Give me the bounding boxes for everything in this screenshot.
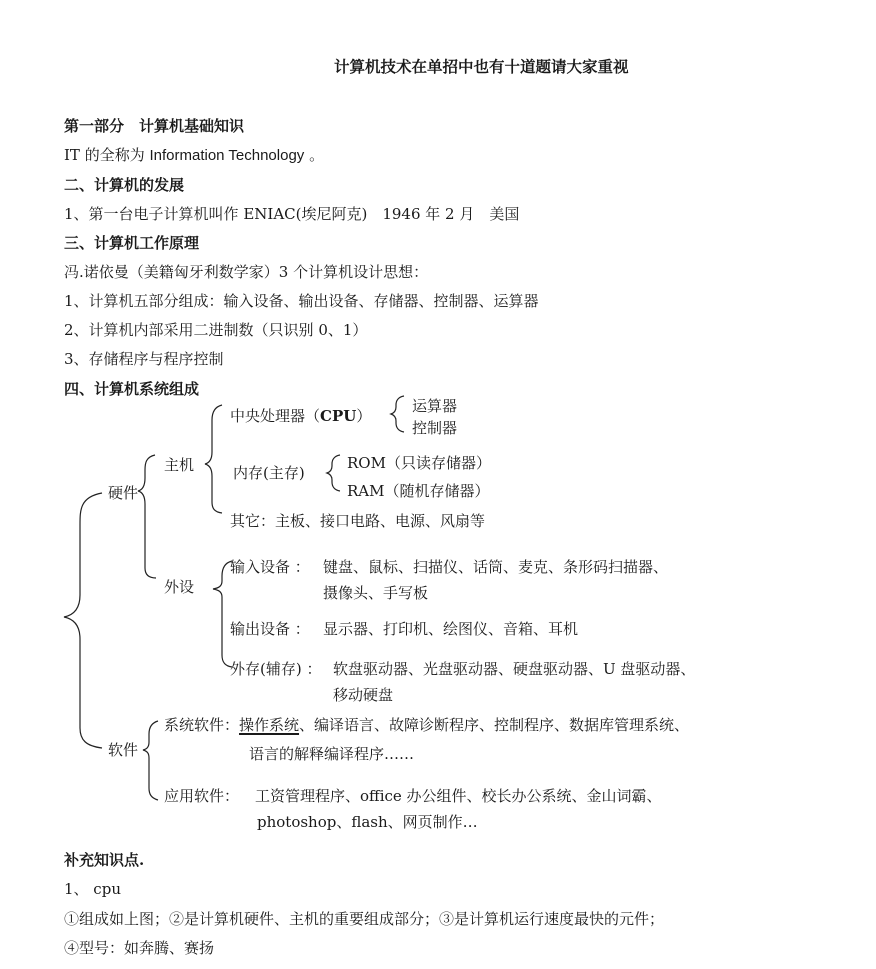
operating-system-term: 操作系统 bbox=[239, 716, 300, 734]
supplement-item1-title: 1、 cpu bbox=[64, 880, 121, 898]
input-devices-label: 输入设备 ： bbox=[230, 558, 310, 576]
supplement-heading: 补充知识点. bbox=[64, 851, 145, 869]
cpu-bold: CPU bbox=[320, 407, 357, 425]
cpu-suffix: ） bbox=[356, 407, 372, 425]
alu-label: 运算器 bbox=[412, 397, 458, 415]
software-brace bbox=[143, 721, 158, 800]
other-components: 其它：主板、接口电路、电源、风扇等 bbox=[230, 512, 486, 530]
supplement-item1-points: ①组成如上图；②是计算机硬件、主机的重要组成部分；③是计算机运行速度最快的元件； bbox=[64, 910, 665, 928]
system-software-line bbox=[164, 716, 689, 734]
host-label: 主机 bbox=[164, 456, 195, 474]
section2-heading: 二、计算机的发展 bbox=[64, 176, 185, 194]
memory-brace bbox=[327, 455, 340, 491]
software-label: 软件 bbox=[108, 741, 139, 759]
it-definition-line bbox=[64, 146, 324, 165]
rom-label: ROM（只读存储器） bbox=[347, 454, 491, 472]
cpu-brace bbox=[391, 396, 404, 432]
page-title: 计算机技术在单招中也有十道题请大家重视 bbox=[334, 57, 629, 76]
external-storage-label: 外存(辅存) ： bbox=[230, 660, 322, 678]
ram-label: RAM（随机存储器） bbox=[347, 482, 490, 500]
application-software-line1: 工资管理程序、office 办公组件、校长办公系统、金山词霸、 bbox=[255, 787, 662, 805]
outer-brace bbox=[64, 493, 102, 748]
section2-line: 1、第一台电子计算机叫作 ENIAC(埃尼阿克) 1946 年 2 月 美国 bbox=[64, 205, 520, 223]
supplement-item1-model: ④型号：如奔腾、赛扬 bbox=[64, 939, 215, 957]
section4-heading: 四、计算机系统组成 bbox=[64, 380, 200, 398]
it-line-prefix: IT 的全称为 bbox=[64, 146, 150, 164]
cpu-prefix: 中央处理器（ bbox=[230, 407, 321, 425]
system-software-label: 系统软件： bbox=[164, 716, 240, 734]
section3-item: 1、计算机五部分组成：输入设备、输出设备、存储器、控制器、运算器 bbox=[64, 292, 539, 310]
system-software-line2: 语言的解释编译程序…… bbox=[249, 745, 415, 763]
memory-label: 内存(主存) bbox=[233, 464, 305, 482]
controller-label: 控制器 bbox=[412, 419, 458, 437]
it-line-suffix: 。 bbox=[304, 146, 325, 164]
section3-item: 3、存储程序与程序控制 bbox=[64, 350, 224, 368]
hardware-brace bbox=[138, 455, 156, 578]
input-devices-line1: 键盘、鼠标、扫描仪、话筒、麦克、条形码扫描器、 bbox=[323, 558, 669, 576]
cpu-label bbox=[230, 407, 371, 425]
section3-intro: 冯.诺依曼（美籍匈牙利数学家）3 个计算机设计思想： bbox=[64, 263, 429, 281]
peripheral-brace bbox=[213, 561, 232, 667]
part1-heading: 第一部分 计算机基础知识 bbox=[64, 117, 245, 135]
external-storage-line1: 软盘驱动器、光盘驱动器、硬盘驱动器、U 盘驱动器、 bbox=[333, 660, 696, 678]
it-line-term: Information Technology bbox=[149, 147, 305, 164]
application-software-label: 应用软件： bbox=[164, 787, 240, 805]
input-devices-line2: 摄像头、手写板 bbox=[323, 584, 429, 602]
section3-item: 2、计算机内部采用二进制数（只识别 0、1） bbox=[64, 321, 368, 339]
application-software-line2: photoshop、flash、网页制作… bbox=[257, 813, 478, 831]
system-software-rest: 、编译语言、故障诊断程序、控制程序、数据库管理系统、 bbox=[299, 716, 690, 734]
peripheral-label: 外设 bbox=[164, 578, 195, 596]
section3-heading: 三、计算机工作原理 bbox=[64, 234, 200, 252]
hardware-label: 硬件 bbox=[108, 484, 139, 502]
output-devices-line: 显示器、打印机、绘图仪、音箱、耳机 bbox=[323, 620, 579, 638]
output-devices-label: 输出设备 ： bbox=[230, 620, 310, 638]
external-storage-line2: 移动硬盘 bbox=[333, 686, 394, 704]
host-brace bbox=[205, 405, 222, 513]
